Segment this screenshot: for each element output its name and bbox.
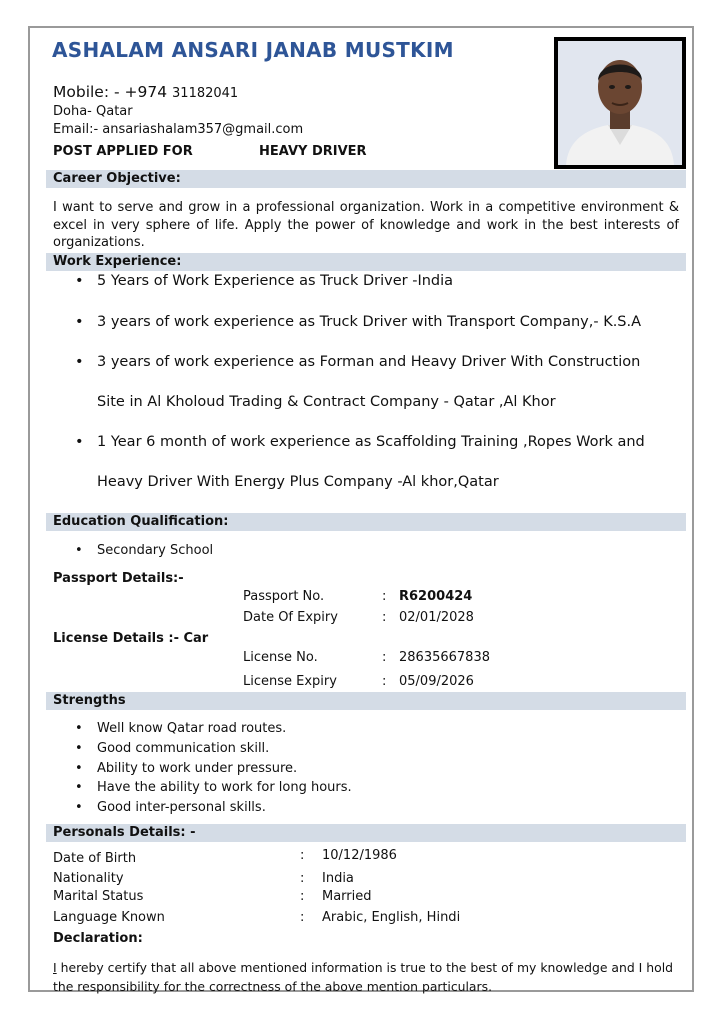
separator: :	[300, 889, 305, 904]
section-career-objective: Career Objective:	[46, 170, 686, 188]
license-heading: License Details :- Car	[53, 631, 209, 646]
separator: :	[300, 910, 305, 925]
mobile-label: Mobile: - +974	[53, 83, 168, 101]
language-value: Arabic, English, Hindi	[322, 910, 461, 925]
license-number-value: 28635667838	[399, 650, 490, 665]
license-number-label: License No.	[243, 650, 318, 665]
declaration-heading: Declaration:	[53, 931, 143, 946]
person-photo-icon	[558, 41, 682, 165]
dob-value: 10/12/1986	[322, 848, 397, 863]
passport-heading: Passport Details:-	[53, 571, 184, 586]
license-expiry-label: License Expiry	[243, 674, 337, 689]
candidate-name: ASHALAM ANSARI JANAB MUSTKIM	[52, 38, 454, 62]
dob-label: Date of Birth	[53, 851, 137, 866]
email: Email:- ansariashalam357@gmail.com	[53, 122, 304, 137]
career-objective-text: I want to serve and grow in a professional organization. Work in a competitive environment & excel in very sphere of life. Apply the power of knowledge and work in the best interests of organizations.	[53, 200, 679, 250]
nationality-value: India	[322, 871, 354, 886]
nationality-label: Nationality	[53, 871, 124, 886]
location: Doha- Qatar	[53, 104, 133, 119]
marital-status-value: Married	[322, 889, 372, 904]
passport-number-label: Passport No.	[243, 589, 325, 604]
passport-number-value: R6200424	[399, 589, 473, 604]
declaration-text: I hereby certify that all above mentioned information is true to the best of my knowledge and I hold the responsibility for the correctness of the above mention particulars.	[53, 960, 674, 994]
mobile-number: 31182041	[172, 86, 239, 101]
passport-expiry-label: Date Of Expiry	[243, 610, 338, 625]
post-label: POST APPLIED FOR	[53, 144, 193, 159]
separator: :	[382, 674, 387, 689]
separator: :	[382, 650, 387, 665]
separator: :	[300, 848, 305, 863]
separator: :	[382, 589, 387, 604]
passport-expiry-value: 02/01/2028	[399, 610, 474, 625]
license-expiry-value: 05/09/2026	[399, 674, 474, 689]
list-item-continuation: Heavy Driver With Energy Plus Company -Al khor,Qatar	[97, 474, 499, 490]
profile-photo	[554, 37, 686, 169]
language-label: Language Known	[53, 910, 165, 925]
section-personal-details: Personals Details: -	[46, 824, 686, 842]
section-work-experience: Work Experience:	[46, 253, 686, 271]
separator: :	[300, 871, 305, 886]
separator: :	[382, 610, 387, 625]
section-strengths: Strengths	[46, 692, 686, 710]
marital-status-label: Marital Status	[53, 889, 144, 904]
post-value: HEAVY DRIVER	[259, 144, 367, 159]
mobile-line	[53, 83, 238, 101]
list-item-continuation: Site in Al Kholoud Trading & Contract Company - Qatar ,Al Khor	[97, 394, 556, 410]
section-education: Education Qualification:	[46, 513, 686, 531]
